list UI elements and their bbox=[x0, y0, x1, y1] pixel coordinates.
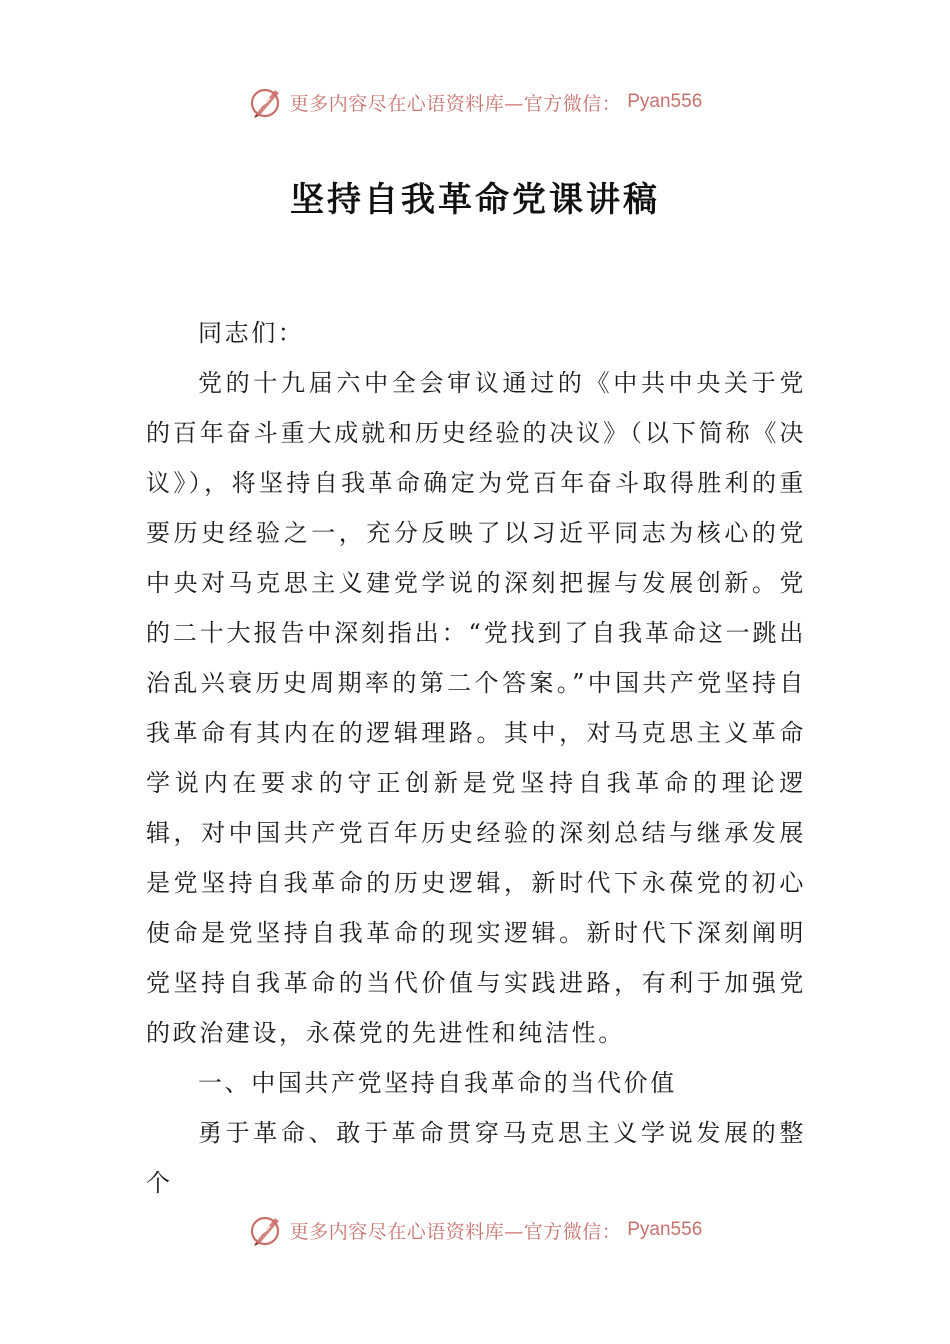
watermark-wechat-id: Pyan556 bbox=[627, 91, 703, 112]
body-paragraph: 党的十九届六中全会审议通过的《中共中央关于党的百年奋斗重大成就和历史经验的决议》（以下简称《决议》），将坚持自我革命确定为党百年奋斗取得胜利的重要历史经验之一，充分反映了以习近平同志为核心的党中央对马克思主义建党学说的深刻把握与发展创新。党的二十大报告中深刻指出：“党找到了自我革命这一跳出治乱兴衰历史周期率的第二个答案。”中国共产党坚持自我革命有其内在的逻辑理路。其中，对马克思主义革命学说内在要求的守正创新是党坚持自我革命的理论逻辑，对中国共产党百年历史经验的深刻总结与继承发展是党坚持自我革命的历史逻辑，新时代下永葆党的初心使命是党坚持自我革命的现实逻辑。新时代下深刻阐明党坚持自我革命的当代价值与实践进路，有利于加强党的政治建设，永葆党的先进性和纯洁性。 bbox=[146, 369, 806, 1047]
footer-watermark-banner bbox=[0, 1210, 950, 1250]
watermark-text: 更多内容尽在心语资料库—官方微信： bbox=[289, 92, 622, 115]
document-body bbox=[146, 308, 806, 1208]
section-heading: 一、中国共产党坚持自我革命的当代价值 bbox=[198, 1069, 677, 1097]
document-title: 坚持自我革命党课讲稿 bbox=[290, 180, 660, 220]
quill-pen-logo-icon bbox=[248, 1212, 284, 1248]
watermark-text: 更多内容尽在心语资料库—官方微信： bbox=[289, 1220, 622, 1243]
header-watermark-banner bbox=[0, 82, 950, 122]
watermark-wechat-id: Pyan556 bbox=[627, 1219, 703, 1240]
body-paragraph: 勇于革命、敢于革命贯穿马克思主义学说发展的整个 bbox=[146, 1119, 806, 1197]
quill-pen-logo-icon bbox=[248, 84, 284, 120]
salutation-paragraph: 同志们： bbox=[198, 319, 305, 347]
